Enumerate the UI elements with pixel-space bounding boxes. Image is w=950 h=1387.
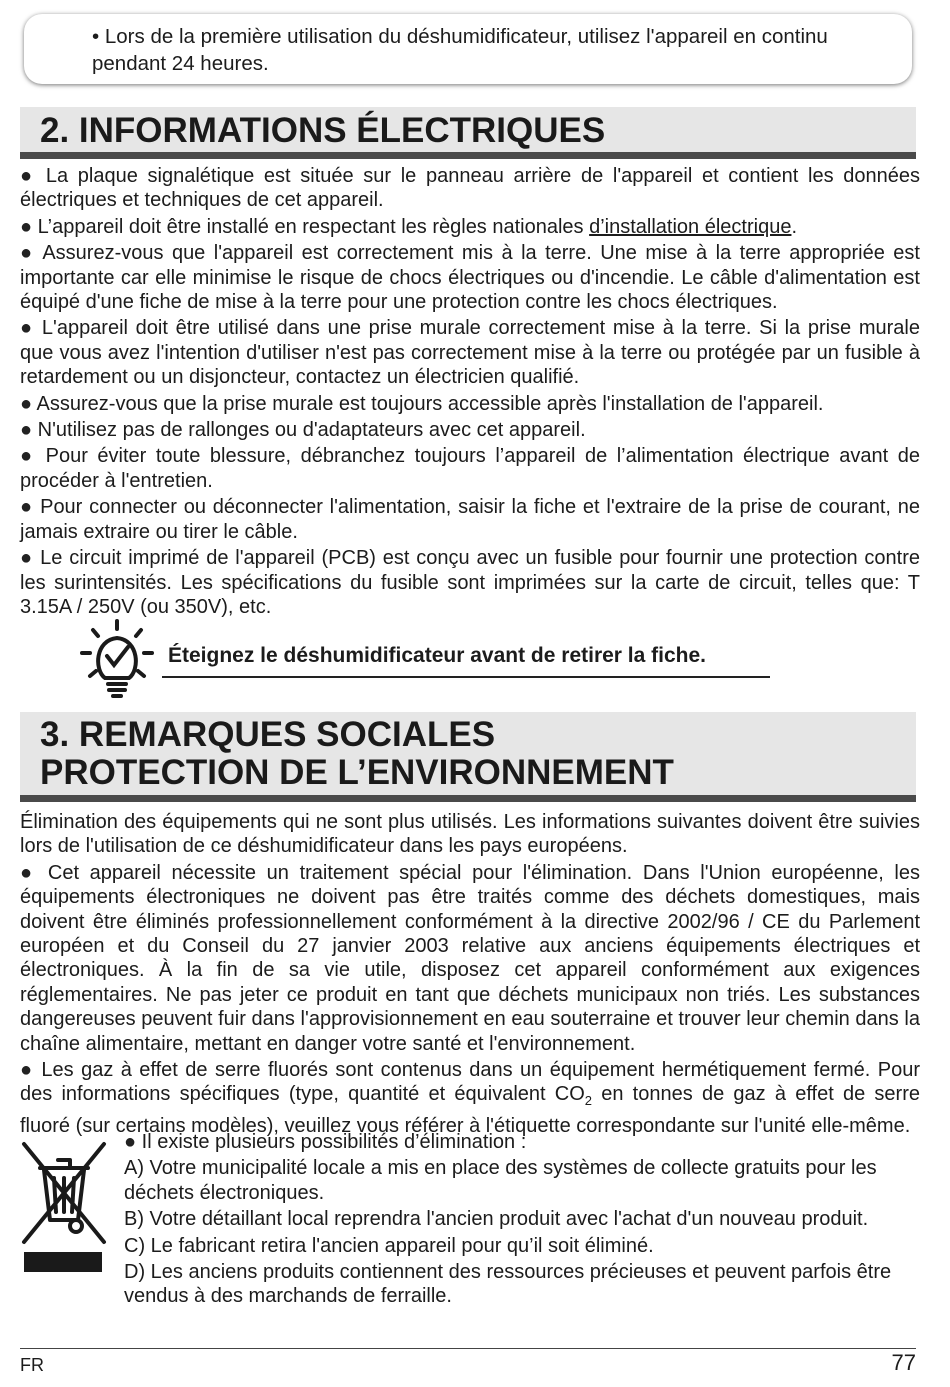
lightbulb-check-icon — [78, 618, 156, 700]
list-item: ● N'utilisez pas de rallonges ou d'adaptateurs avec cet appareil. — [20, 419, 586, 442]
tip-callout — [78, 618, 778, 700]
bullet-icon: ● — [124, 1131, 137, 1153]
disposal-option-d: D) Les anciens produits contiennent des ressources précieuses et peuvent parfois être vendus à des marchands de ferraille. — [124, 1261, 892, 1308]
disposal-options — [124, 1130, 920, 1311]
list-item: ● Cet appareil nécessite un traitement spécial pour l'élimination. Dans l'Union européenne, les équipements électroniques ne doivent pas être traités comme des déchets domestiques, mais doivent être éliminés professionnellement conformément à la directive 2002/96 / CE du Parlement européen et du Conseil du 27 janvier 2003 relative aux anciens équipements électriques et électroniques. À la fin de sa vie utile, disposez cet appareil conformément aux exigences réglementaires. Ne pas jeter ce produit en tant que déchets municipaux non triés. Les substances dangereuses peuvent fuir dans l'approvisionnement en eau souterraine et trouver leur chemin dans la chaîne alimentaire, mettant en danger votre santé et l'environnement. — [20, 861, 920, 1055]
bullet-icon: ● — [20, 165, 37, 187]
section-2-body — [20, 164, 920, 621]
list-item: ● Assurez-vous que la prise murale est toujours accessible après l'installation de l'appareil. — [20, 392, 824, 415]
section-3-heading — [20, 712, 916, 802]
bullet-icon: ● — [20, 445, 37, 468]
list-item: ● Pour connecter ou déconnecter l'alimentation, saisir la fiche et l'extraire de la prise de courant, ne jamais extraire ou tirer le câble. — [20, 496, 920, 543]
list-item: ● L’appareil doit être installé en respectant les règles nationales d’installation électrique. — [20, 215, 798, 238]
first-use-note-text: • Lors de la première utilisation du déshumidificateur, utilisez l'appareil en continu pendant 24 heures. — [92, 25, 828, 75]
disposal-option-b: B) Votre détaillant local reprendra l'ancien produit avec l'achat d'un nouveau produit. — [124, 1208, 869, 1231]
tip-underline — [162, 676, 770, 678]
section-3-title-line-2: PROTECTION DE L’ENVIRONNEMENT — [40, 753, 674, 792]
list-item: ● Le circuit imprimé de l'appareil (PCB) est conçu avec un fusible pour fournir une protection contre les surintensités. Les spécifications du fusible sont imprimées sur la carte de circuit, telles que: T 3.15A / 250V (ou 350V), etc. — [20, 547, 920, 618]
section-2-heading — [20, 107, 916, 159]
underlined-term: d’installation électrique — [589, 215, 792, 238]
tip-text: Éteignez le déshumidificateur avant de retirer la fiche. — [168, 644, 707, 667]
footer-divider — [20, 1348, 916, 1349]
section-3-body — [20, 810, 920, 1140]
list-item: ● Assurez-vous que l'appareil est correctement mis à la terre. Une mise à la terre appropriée est importante car elle minimise le risque de chocs électriques ou d'incendie. Le câble d'alimentation est équipé d'une fiche de mise à la terre pour une protection contre les chocs électriques. — [20, 242, 920, 314]
bullet-icon: ● — [20, 392, 33, 415]
list-item: ● Il existe plusieurs possibilités d’élimination : — [124, 1131, 527, 1153]
list-item: ● La plaque signalétique est située sur le panneau arrière de l'appareil et contient les données électriques et techniques de cet appareil. — [20, 165, 920, 212]
bullet-icon: ● — [20, 496, 34, 519]
disposal-block — [20, 1131, 920, 1320]
bullet-icon: ● — [20, 1059, 34, 1082]
bullet-icon: ● — [20, 215, 33, 238]
section-3-intro: Élimination des équipements qui ne sont plus utilisés. Les informations suivantes doivent être suivies lors de l'utilisation de ce déshumidificateur dans les pays européens. — [20, 811, 920, 858]
disposal-option-c: C) Le fabricant retira l'ancien appareil pour qu’il soit éliminé. — [124, 1234, 654, 1257]
list-item: ● Pour éviter toute blessure, débranchez toujours l’appareil de l’alimentation électrique avant de procéder à l'entretien. — [20, 445, 920, 492]
crossed-out-wheelie-bin-icon — [20, 1140, 108, 1274]
subscript-2: 2 — [584, 1093, 593, 1109]
section-3-title-line-1: 3. REMARQUES SOCIALES — [40, 715, 496, 754]
page-number: 77 — [891, 1350, 916, 1375]
disposal-option-a: A) Votre municipalité locale a mis en place des systèmes de collecte gratuits pour les déchets électroniques. — [124, 1157, 877, 1204]
bullet-icon: ● — [20, 861, 38, 884]
list-item: ● Les gaz à effet de serre fluorés sont contenus dans un équipement hermétiquement fermé. Pour des informations spécifiques (type, quantité et équivalent $CO_2$ en tonnes de gaz à effet de serre fluoré (sur certains modèles), veuillez vous référer à l'étiquette correspondante sur l'unité elle-même. — [20, 1059, 920, 1137]
list-item: ● L'appareil doit être utilisé dans une prise murale correctement mise à la terre. Si la prise murale que vous avez l'intention d'utiliser n'est pas correctement mise à la terre ou protégée par un fusible à retardement ou un disjoncteur, contactez un électricien qualifié. — [20, 317, 920, 389]
bullet-icon: ● — [20, 317, 35, 340]
section-2-title: 2. INFORMATIONS ÉLECTRIQUES — [40, 111, 606, 150]
bullet-icon: ● — [20, 242, 35, 265]
bullet-icon: ● — [20, 547, 34, 570]
footer-language: FR — [20, 1355, 44, 1375]
bullet-icon: ● — [20, 419, 33, 442]
first-use-note — [24, 14, 912, 84]
